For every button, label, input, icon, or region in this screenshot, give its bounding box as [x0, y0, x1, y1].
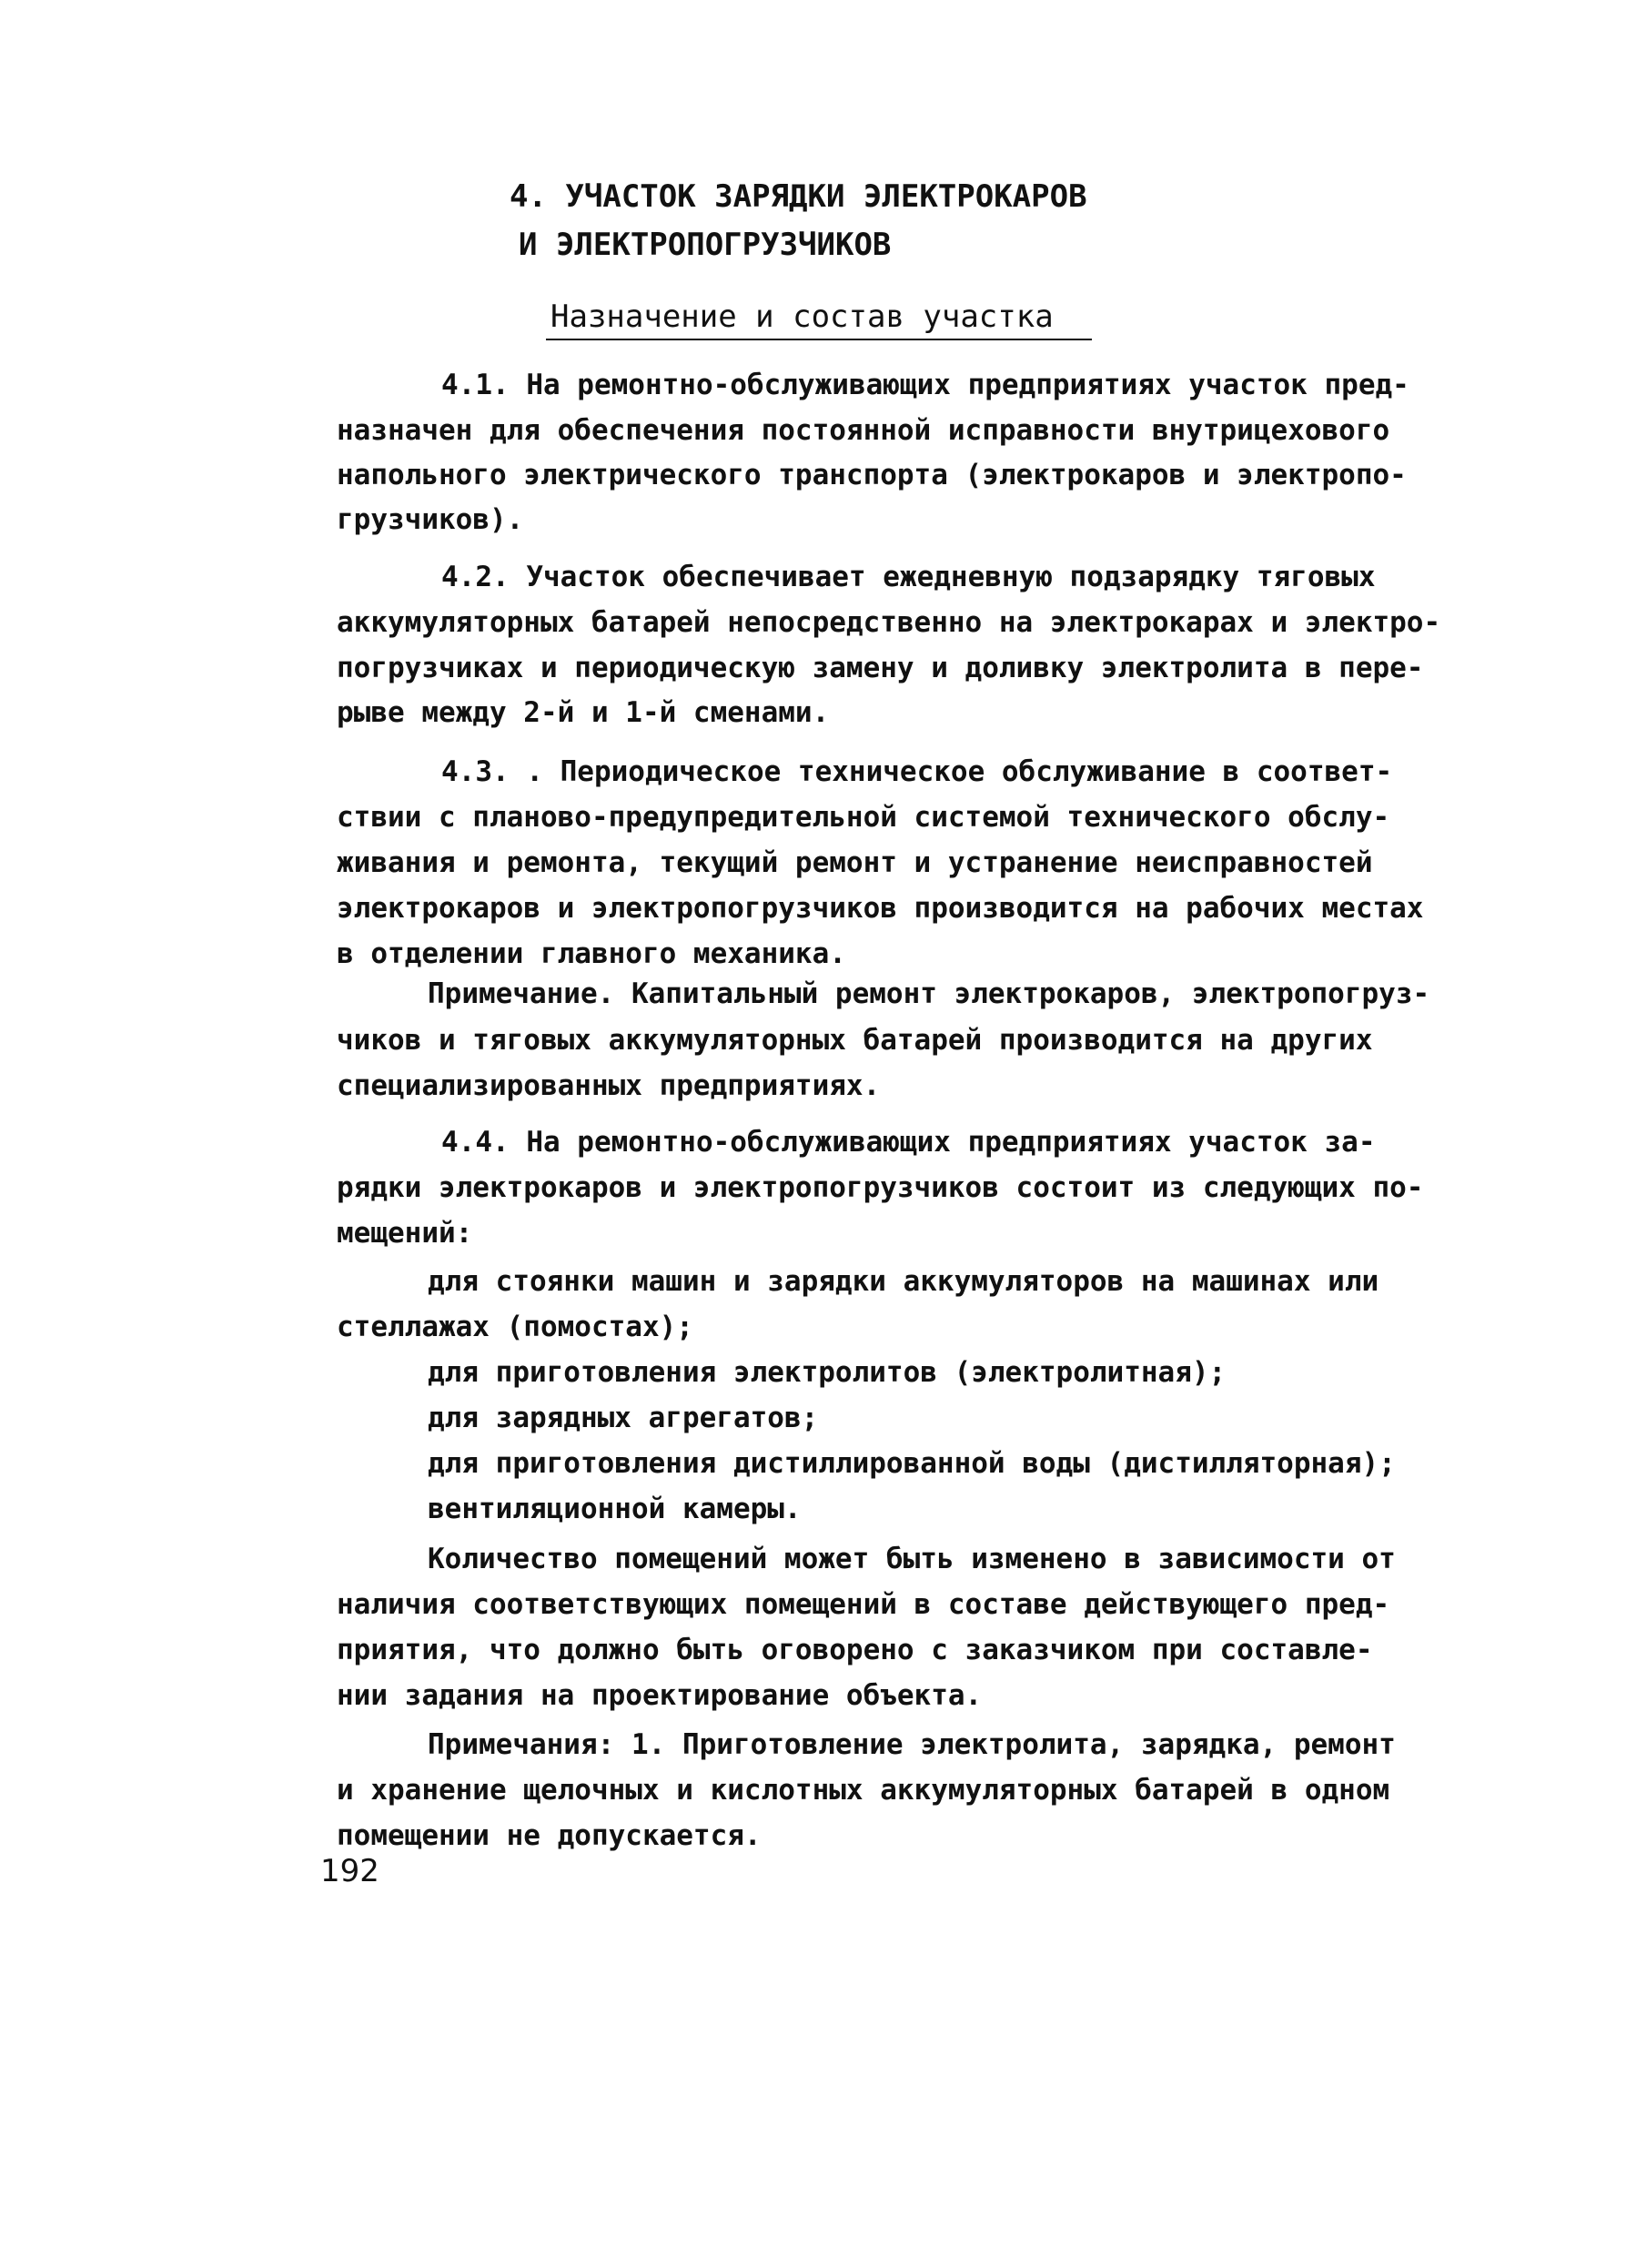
text-line: назначен для обеспечения постоянной исправности внутрицехового [337, 414, 1390, 447]
text-line: в отделении главного механика. [337, 937, 846, 970]
note-line: Примечание. Капитальный ремонт электрокаров, электропогруз- [428, 977, 1430, 1010]
list-item: стеллажах (помостах); [337, 1311, 693, 1343]
note-line: чиков и тяговых аккумуляторных батарей производится на других [337, 1024, 1373, 1057]
page-number: 192 [320, 1853, 379, 1889]
text-line: 4.2. Участок обеспечивает ежедневную подзарядку тяговых [441, 561, 1376, 593]
list-item: для приготовления дистиллированной воды (дистилляторная); [428, 1447, 1396, 1480]
text-line: нии задания на проектирование объекта. [337, 1679, 983, 1712]
text-line: погрузчиках и периодическую замену и доливку электролита в пере- [337, 652, 1424, 684]
chapter-heading-line-2: И ЭЛЕКТРОПОГРУЗЧИКОВ [519, 227, 892, 263]
note-line: специализированных предприятиях. [337, 1069, 881, 1102]
text-line: 4.1. На ремонтно-обслуживающих предприятиях участок пред- [441, 369, 1409, 401]
text-line: приятия, что должно быть оговорено с заказчиком при составле- [337, 1634, 1373, 1666]
note-line: и хранение щелочных и кислотных аккумуляторных батарей в одном [337, 1774, 1390, 1807]
text-line: напольного электрического транспорта (электрокаров и электропо- [337, 459, 1407, 491]
text-line: аккумуляторных батарей непосредственно на электрокарах и электро- [337, 606, 1441, 639]
note-line: Примечания: 1. Приготовление электролита, зарядка, ремонт [428, 1728, 1396, 1761]
text-line: живания и ремонта, текущий ремонт и устранение неисправностей [337, 846, 1373, 879]
section-title-underline [546, 339, 1092, 340]
text-line: 4.4. На ремонтно-обслуживающих предприятиях участок за- [441, 1126, 1376, 1159]
list-item: для зарядных агрегатов; [428, 1402, 819, 1434]
section-title: Назначение и состав участка [550, 299, 1054, 335]
text-line: рыве между 2-й и 1-й сменами. [337, 696, 830, 729]
note-line: помещении не допускается. [337, 1819, 762, 1852]
text-line: наличия соответствующих помещений в составе действующего пред- [337, 1588, 1390, 1621]
text-line: ствии с планово-предупредительной системой технического обслу- [337, 801, 1390, 834]
list-item: для стоянки машин и зарядки аккумуляторов на машинах или [428, 1265, 1379, 1298]
chapter-heading-line-1: 4. УЧАСТОК ЗАРЯДКИ ЭЛЕКТРОКАРОВ [510, 178, 1087, 215]
text-line: мещений: [337, 1217, 473, 1250]
text-line: грузчиков). [337, 503, 524, 536]
text-line: рядки электрокаров и электропогрузчиков состоит из следующих по- [337, 1171, 1424, 1204]
list-item: вентиляционной камеры. [428, 1493, 802, 1525]
text-line: 4.3. . Периодическое техническое обслуживание в соответ- [441, 755, 1393, 788]
text-line: электрокаров и электропогрузчиков производится на рабочих местах [337, 892, 1424, 925]
list-item: для приготовления электролитов (электролитная); [428, 1356, 1227, 1389]
text-line: Количество помещений может быть изменено в зависимости от [428, 1543, 1396, 1575]
